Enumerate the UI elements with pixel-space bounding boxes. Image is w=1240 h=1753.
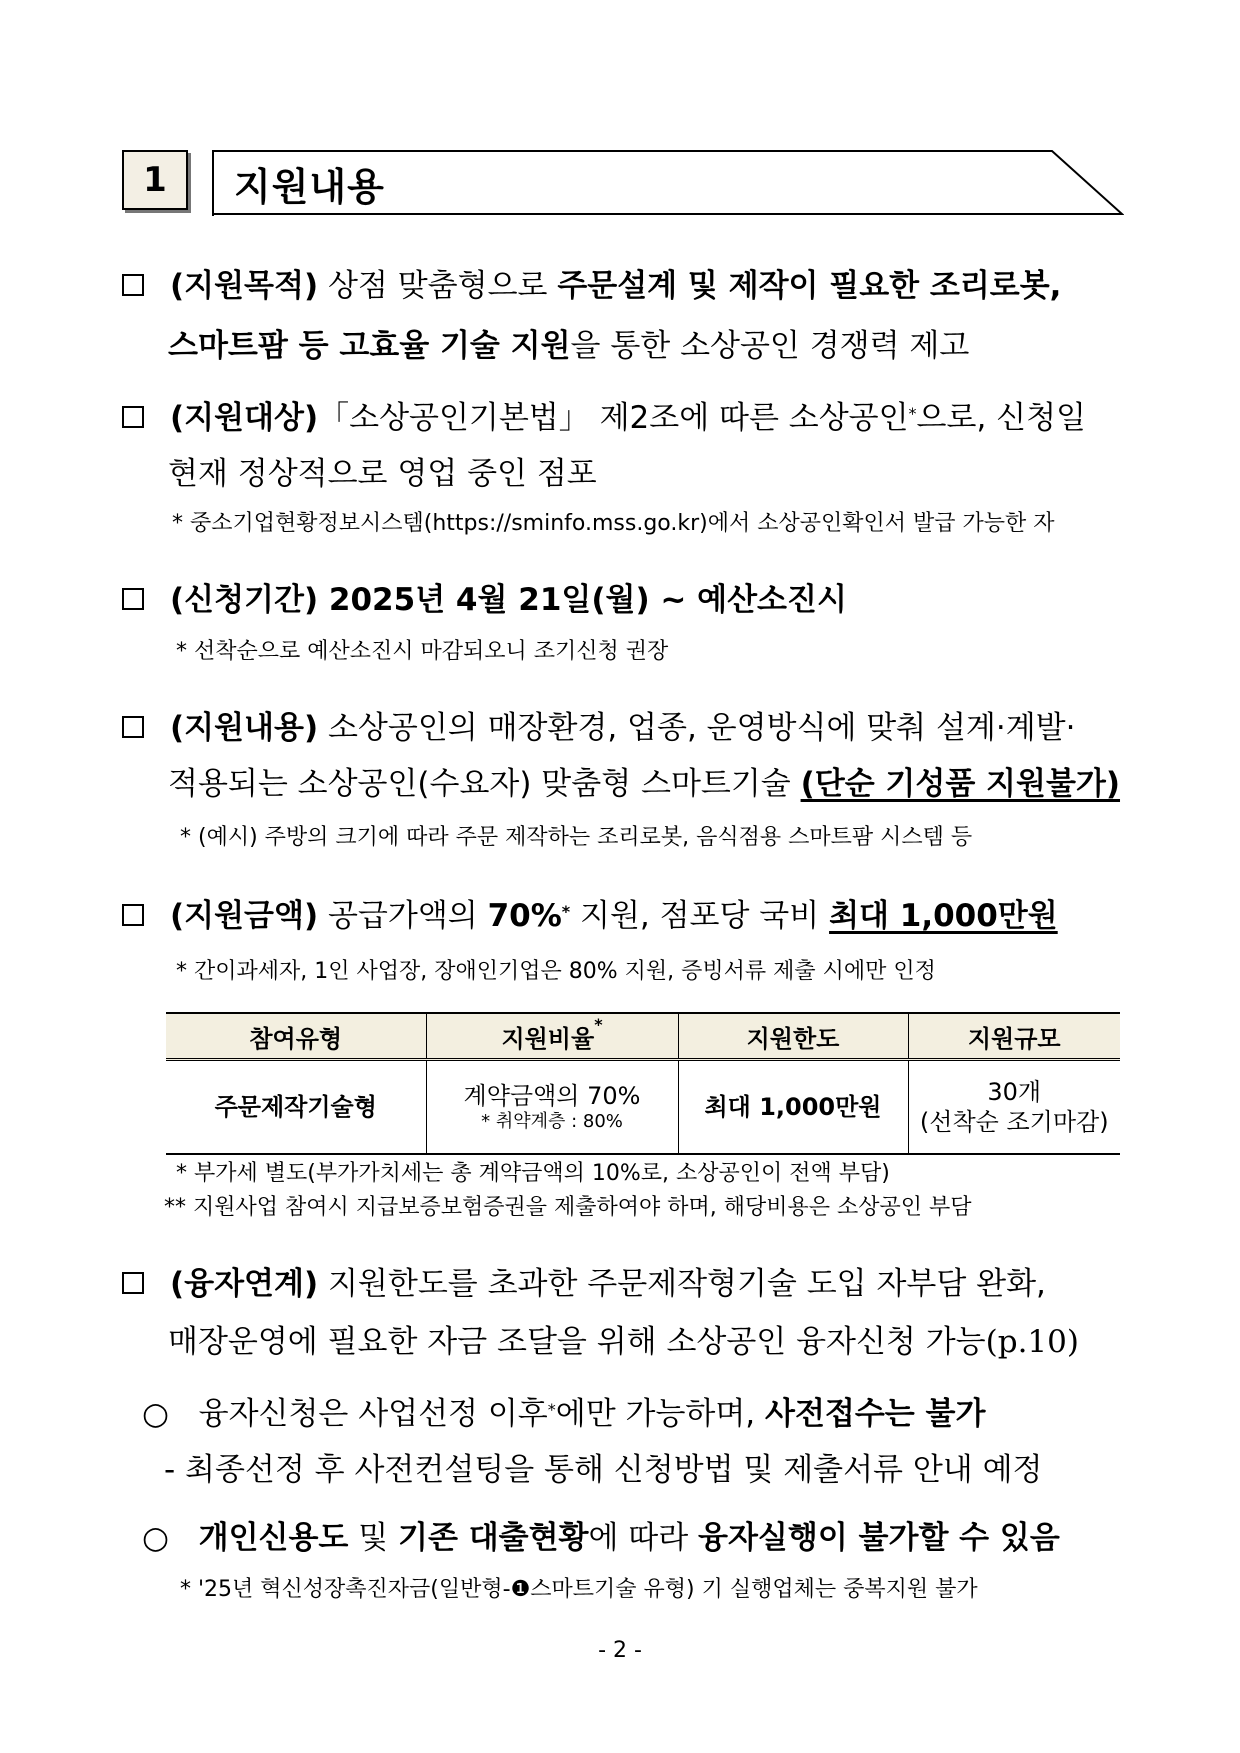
target-line1: (지원대상)「소상공인기본법」 제2조에 따른 소상공인*으로, 신청일 bbox=[122, 390, 1086, 446]
loan-sub2: ○ 개인신용도 및 기존 대출현황에 따라 융자실행이 불가할 수 있음 bbox=[142, 1520, 1060, 1556]
checkbox-icon bbox=[122, 1272, 144, 1294]
table-header: 지원규모 bbox=[908, 1013, 1120, 1060]
loan-line2: 매장운영에 필요한 자금 조달을 위해 소상공인 융자신청 가능(p.10) bbox=[168, 1324, 1079, 1360]
table-row bbox=[166, 1060, 1120, 1155]
table-header: 지원한도 bbox=[678, 1013, 908, 1060]
page-number: - 2 - bbox=[598, 1638, 642, 1663]
table-header: 참여유형 bbox=[166, 1013, 426, 1060]
loan-note: * '25년 혁신성장촉진자금(일반형-❶스마트기술 유형) 기 실행업체는 중복지원 불가 bbox=[180, 1577, 978, 1602]
table-note-2: ** 지원사업 참여시 지급보증보험증권을 제출하여야 하며, 해당비용은 소상공인 부담 bbox=[164, 1195, 972, 1220]
section-title: 지원내용 bbox=[234, 165, 385, 209]
table-cell-limit: 최대 1,000만원 bbox=[678, 1060, 908, 1155]
section-number: 1 bbox=[122, 150, 188, 210]
table-cell-ratio: 계약금액의 70% * 취약계층 : 80% bbox=[426, 1060, 678, 1155]
target-line2: 현재 정상적으로 영업 중인 점포 bbox=[168, 456, 597, 492]
checkbox-icon bbox=[122, 588, 144, 610]
amount-note: * 간이과세자, 1인 사업장, 장애인기업은 80% 지원, 증빙서류 제출 시에만 인정 bbox=[176, 959, 936, 984]
amount-line: (지원금액) 공급가액의 70%* 지원, 점포당 국비 최대 1,000만원 bbox=[122, 888, 1058, 944]
table-header-row bbox=[166, 1013, 1120, 1060]
table-note-1: * 부가세 별도(부가가치세는 총 계약금액의 10%로, 소상공인이 전액 부담) bbox=[176, 1161, 890, 1186]
period-line: (신청기간) 2025년 4월 21일(월) ~ 예산소진시 bbox=[122, 572, 847, 628]
checkbox-icon bbox=[122, 274, 144, 296]
loan-line1: (융자연계) 지원한도를 초과한 주문제작형기술 도입 자부담 완화, bbox=[122, 1256, 1046, 1312]
purpose-line2: 스마트팜 등 고효율 기술 지원을 통한 소상공인 경쟁력 제고 bbox=[168, 328, 970, 364]
purpose-line1: (지원목적) 상점 맞춤형으로 주문설계 및 제작이 필요한 조리로봇, bbox=[122, 258, 1061, 314]
loan-sub1: ○ 융자신청은 사업선정 이후*에만 가능하며, 사전접수는 불가 bbox=[142, 1396, 986, 1432]
circle-bullet-icon: ○ bbox=[142, 1396, 170, 1432]
table-cell-scale: 30개 (선착순 조기마감) bbox=[908, 1060, 1120, 1155]
content-line1: (지원내용) 소상공인의 매장환경, 업종, 운영방식에 맞춰 설계·계발· bbox=[122, 700, 1075, 756]
content-note: * (예시) 주방의 크기에 따라 주문 제작하는 조리로봇, 음식점용 스마트팜 시스템 등 bbox=[180, 825, 973, 850]
circle-bullet-icon: ○ bbox=[142, 1520, 170, 1556]
checkbox-icon bbox=[122, 716, 144, 738]
table-cell-type: 주문제작기술형 bbox=[166, 1060, 426, 1155]
content-line2: 적용되는 소상공인(수요자) 맞춤형 스마트기술 (단순 기성품 지원불가) bbox=[168, 766, 1121, 802]
checkbox-icon bbox=[122, 904, 144, 926]
support-table bbox=[166, 1012, 1120, 1155]
period-note: * 선착순으로 예산소진시 마감되오니 조기신청 권장 bbox=[176, 639, 669, 664]
section-title-box bbox=[212, 150, 1124, 216]
table-header: 지원비율* bbox=[426, 1013, 678, 1060]
checkbox-icon bbox=[122, 406, 144, 428]
loan-sub1-dash: - 최종선정 후 사전컨설팅을 통해 신청방법 및 제출서류 안내 예정 bbox=[164, 1452, 1043, 1488]
target-note: * 중소기업현황정보시스템(https://sminfo.mss.go.kr)에서 소상공인확인서 발급 가능한 자 bbox=[172, 511, 1055, 536]
